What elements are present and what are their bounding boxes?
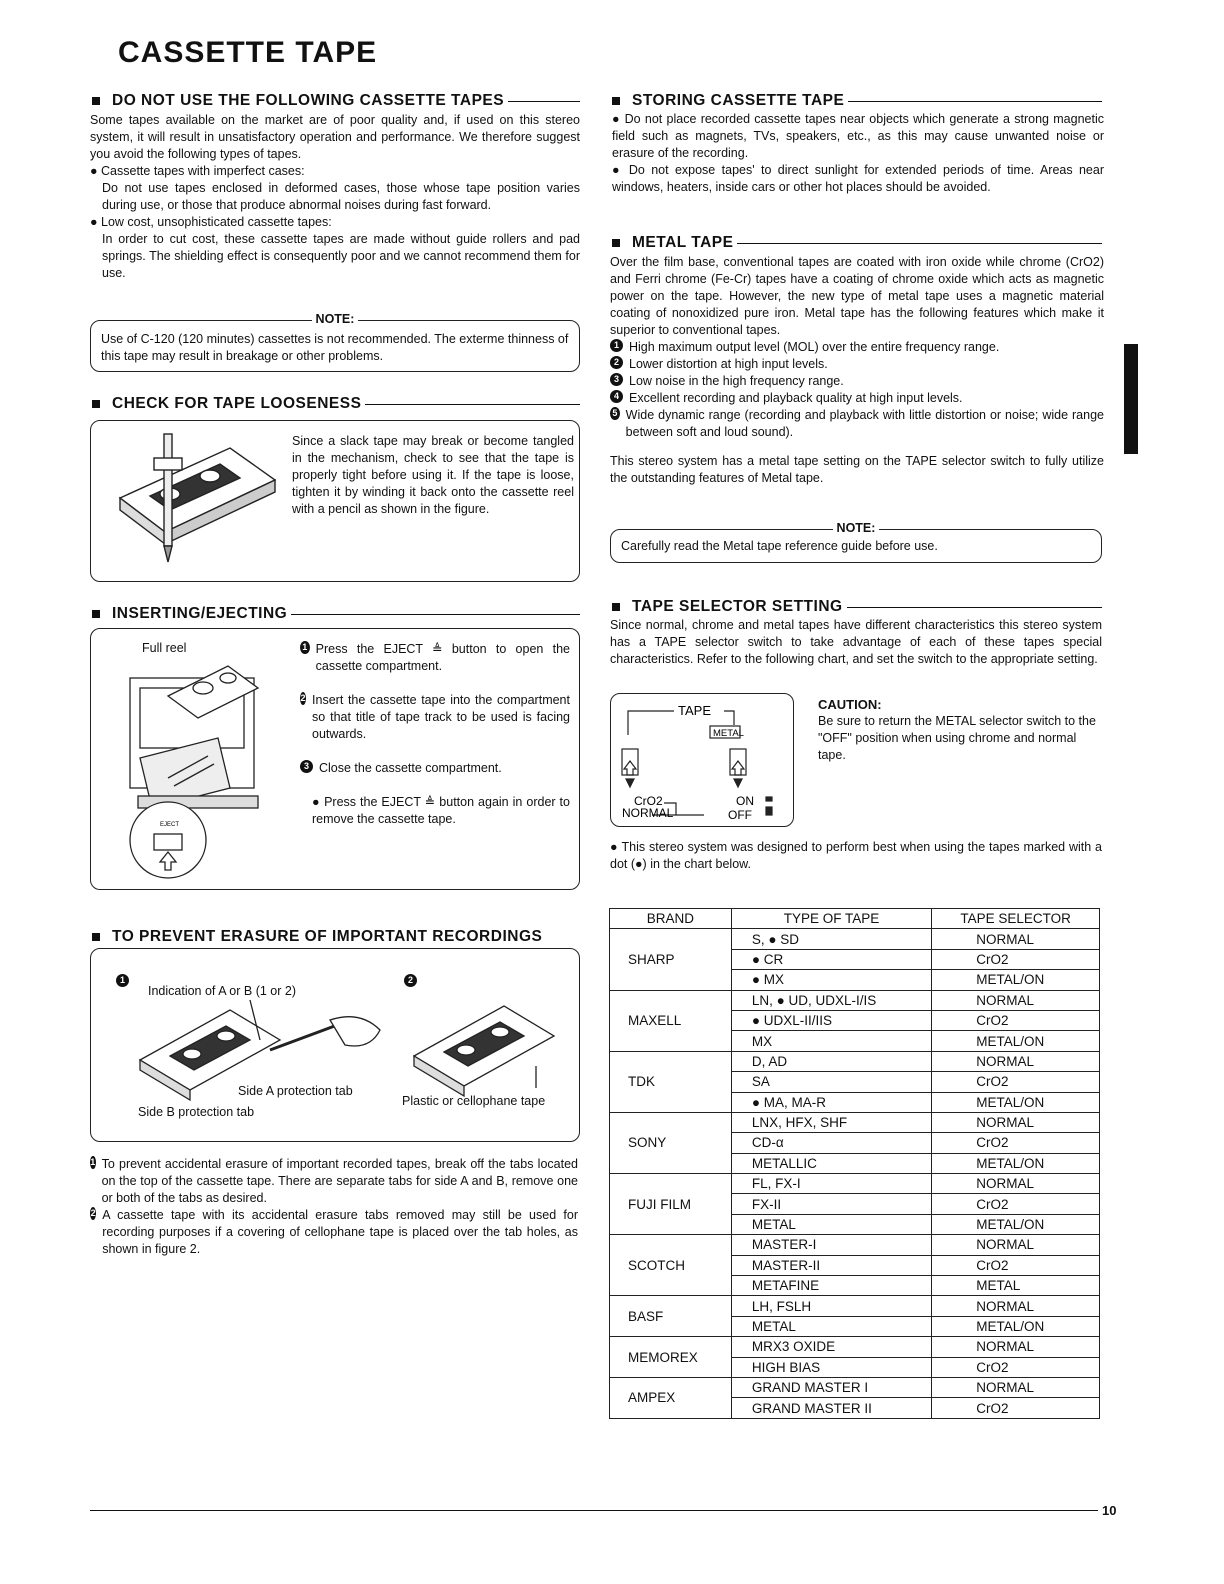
table-row (610, 1174, 1100, 1194)
table-row (610, 1112, 1100, 1132)
tape-type-cell: MASTER-II (731, 1255, 931, 1275)
metal-body (610, 254, 1104, 487)
tape-type-cell: METALLIC (731, 1153, 931, 1173)
feature-number-icon: 5 (610, 407, 620, 420)
brand-cell: SONY (610, 1112, 732, 1173)
selector-cell: NORMAL (932, 1051, 1100, 1071)
tape-type-cell: MASTER-I (731, 1235, 931, 1255)
table-row (610, 1235, 1100, 1255)
metal-heading: METAL TAPE (612, 234, 1102, 252)
feature-number-icon: 1 (610, 339, 623, 352)
bullet-square-icon (92, 610, 100, 618)
selector-cell: CrO2 (932, 1133, 1100, 1153)
step-4-text: ● Press the EJECT ≜ button again in order to remove the cassette tape. (312, 795, 570, 826)
selector-cell: METAL/ON (932, 970, 1100, 990)
selector-cell: NORMAL (932, 1337, 1100, 1357)
selector-cell: METAL/ON (932, 1214, 1100, 1234)
bullet-square-icon (612, 97, 620, 105)
erasure-paragraphs (90, 1156, 578, 1258)
selector-cell: METAL/ON (932, 1316, 1100, 1336)
step-3-text: Close the cassette compartment. (319, 761, 502, 775)
selector-cell: CrO2 (932, 949, 1100, 969)
storing-item-1: ● Do not place recorded cassette tapes near objects which generate a strong magnetic field such as magnets, TVs, speakers, etc., as this may cause unwanted noise or erasure of the recording. (612, 112, 1104, 160)
selector-cell: CrO2 (932, 1255, 1100, 1275)
table-row (610, 1337, 1100, 1357)
diagram-off-label: OFF (728, 808, 752, 822)
feature-number-icon: 4 (610, 390, 623, 403)
header-selector: TAPE SELECTOR (932, 909, 1100, 929)
feature-number-icon: 3 (610, 373, 623, 386)
selector-cell: NORMAL (932, 990, 1100, 1010)
side-a-label: Side A protection tab (238, 1084, 353, 1098)
selector-cell: CrO2 (932, 1398, 1100, 1418)
tape-type-cell: SA (731, 1072, 931, 1092)
bullet-square-icon (92, 933, 100, 941)
selector-cell: METAL/ON (932, 1153, 1100, 1173)
note-c120-text: Use of C-120 (120 minutes) cassettes is not recommended. The exterme thinness of this tape may result in breakage or other problems. (101, 332, 569, 363)
note-c120 (90, 312, 580, 372)
figure-1-number-icon: 1 (116, 974, 129, 987)
side-b-label: Side B protection tab (138, 1105, 255, 1119)
metal-features (610, 339, 1104, 441)
tape-selector-table (609, 908, 1100, 1419)
dot-note: ● This stereo system was designed to perform best when using the tapes marked with a dot (●) in the chart below. (610, 840, 1102, 871)
brand-cell: AMPEX (610, 1377, 732, 1418)
diagram-metal-label: METAL (713, 728, 744, 739)
storing-item-2: ● Do not expose tapes' to direct sunlight for extended periods of time. Areas near windows, heaters, inside cars or other hot places should be avoided. (612, 163, 1104, 194)
brand-cell: SHARP (610, 929, 732, 990)
brand-cell: MEMOREX (610, 1337, 732, 1378)
table-row (610, 929, 1100, 949)
tape-type-cell: ● UDXL-II/IIS (731, 1010, 931, 1030)
full-reel-label: Full reel (142, 641, 187, 655)
tape-type-cell: ● MA, MA-R (731, 1092, 931, 1112)
tape-type-cell: ● MX (731, 970, 931, 990)
diagram-tape-label: TAPE (678, 703, 711, 718)
page-title: CASSETTE TAPE (118, 36, 378, 69)
cassette-deck-figure (118, 658, 278, 878)
storing-heading: STORING CASSETTE TAPE (612, 92, 1102, 110)
table-header-row (610, 909, 1100, 929)
tape-type-cell: ● CR (731, 949, 931, 969)
metal-outro: This stereo system has a metal tape setting on the TAPE selector switch to fully utilize the outstanding features of Metal tape. (610, 454, 1104, 485)
step-number-icon: 3 (300, 760, 313, 773)
step-number-icon: 2 (300, 693, 306, 703)
tape-type-cell: HIGH BIAS (731, 1357, 931, 1377)
selector-cell: METAL/ON (932, 1092, 1100, 1112)
table-row (610, 990, 1100, 1010)
looseness-heading: CHECK FOR TAPE LOOSENESS (92, 395, 580, 413)
tape-type-cell: CD-α (731, 1133, 931, 1153)
indication-label: Indication of A or B (1 or 2) (148, 984, 296, 998)
eject-label: EJECT (160, 822, 180, 828)
metal-feature: 4 Excellent recording and playback quality at high input levels. (610, 390, 1104, 407)
erasure-heading: TO PREVENT ERASURE OF IMPORTANT RECORDINGS (92, 928, 580, 946)
selector-cell: CrO2 (932, 1194, 1100, 1214)
metal-feature: 2 Lower distortion at high input levels. (610, 356, 1104, 373)
selector-cell: NORMAL (932, 929, 1100, 949)
selector-heading: TAPE SELECTOR SETTING (612, 598, 1102, 616)
tape-type-cell: FX-II (731, 1194, 931, 1214)
tape-type-cell: MRX3 OXIDE (731, 1337, 931, 1357)
tape-type-cell: METAL (731, 1214, 931, 1234)
table-row (610, 1051, 1100, 1071)
bullet-square-icon (612, 239, 620, 247)
selector-cell: CrO2 (932, 1010, 1100, 1030)
tape-type-cell: METAL (731, 1316, 931, 1336)
feature-number-icon: 2 (610, 356, 623, 369)
metal-intro: Over the film base, conventional tapes are coated with iron oxide while chrome (CrO2) and Ferri chrome (Fe-Cr) tapes have a coating of chrome oxide which acts as magnetic power on the tape. However, the new type of metal tape uses a magnetic material coating of nonoxidized pure iron. Metal tape has the following features which make it superior to conventional tapes. (610, 255, 1104, 337)
pencil-cassette-figure (110, 428, 280, 568)
brand-cell: SCOTCH (610, 1235, 732, 1296)
selector-cell: NORMAL (932, 1235, 1100, 1255)
metal-feature: 5 Wide dynamic range (recording and playback with little distortion or noise; wide range between soft and loud sound). (610, 407, 1104, 441)
plastic-label: Plastic or cellophane tape (402, 1094, 546, 1108)
imperfect-cases-text: Do not use tapes enclosed in deformed cases, those whose tape position varies during use, or those that produce abnormal noises during fast forward. (102, 181, 580, 212)
para-number-icon: 2 (90, 1208, 96, 1218)
step-2-text: Insert the cassette tape into the compartment so that title of tape track to be used is facing outwards. (312, 693, 570, 741)
low-cost-text: In order to cut cost, these cassette tapes are made without guide rollers and pad springs. The shielding effect is consequently poor and we cannot recommend them for use. (102, 232, 580, 280)
header-brand: BRAND (610, 909, 732, 929)
header-type: TYPE OF TAPE (731, 909, 931, 929)
metal-feature: 3 Low noise in the high frequency range. (610, 373, 1104, 390)
imperfect-cases-title: ● Cassette tapes with imperfect cases: (90, 164, 305, 178)
erasure-para-2: A cassette tape with its accidental erasure tabs removed may still be used for recording purposes if a covering of cellophane tape is placed over the tab holes, as shown in figure 2. (102, 1208, 578, 1256)
low-cost-title: ● Low cost, unsophisticated cassette tapes: (90, 215, 332, 229)
step-1-text: Press the EJECT ≜ button to open the cassette compartment. (315, 642, 570, 673)
table-row (610, 1296, 1100, 1316)
figure-2-number-icon: 2 (404, 974, 417, 987)
selector-cell: NORMAL (932, 1174, 1100, 1194)
brand-cell: BASF (610, 1296, 732, 1337)
page-number: 10 (1102, 1503, 1117, 1518)
brand-cell: TDK (610, 1051, 732, 1112)
insert-steps (300, 641, 570, 828)
tape-type-cell: FL, FX-I (731, 1174, 931, 1194)
do-not-use-body (90, 112, 580, 282)
do-not-use-heading: DO NOT USE THE FOLLOWING CASSETTE TAPES (92, 92, 580, 110)
tape-type-cell: LNX, HFX, SHF (731, 1112, 931, 1132)
note-metal-text: Carefully read the Metal tape reference guide before use. (621, 539, 938, 553)
bullet-square-icon (92, 97, 100, 105)
caution-text: Be sure to return the METAL selector switch to the "OFF" position when using chrome and normal tape. (818, 714, 1096, 762)
tape-type-cell: LN, ● UD, UDXL-I/IS (731, 990, 931, 1010)
tape-type-cell: LH, FSLH (731, 1296, 931, 1316)
storing-body (612, 111, 1104, 196)
footer-rule (90, 1510, 1098, 1511)
selector-cell: METAL (932, 1276, 1100, 1296)
tape-type-cell: METAFINE (731, 1276, 931, 1296)
selector-cell: METAL/ON (932, 1031, 1100, 1051)
tape-type-cell: MX (731, 1031, 931, 1051)
selector-switch-figure (612, 695, 792, 825)
selector-cell: NORMAL (932, 1112, 1100, 1132)
para-number-icon: 1 (90, 1157, 96, 1167)
erasure-para-1: To prevent accidental erasure of important recorded tapes, break off the tabs located on the top of the cassette tape. There are separate tabs for side A and B, remove one or both of the tabs as desired. (101, 1157, 578, 1205)
note-metal-guide (610, 521, 1102, 563)
selector-cell: CrO2 (932, 1072, 1100, 1092)
inserting-heading: INSERTING/EJECTING (92, 605, 580, 623)
tape-type-cell: GRAND MASTER II (731, 1398, 931, 1418)
tape-type-cell: S, ● SD (731, 929, 931, 949)
tape-type-cell: GRAND MASTER I (731, 1377, 931, 1397)
bullet-square-icon (612, 603, 620, 611)
caution-title: CAUTION: (818, 697, 882, 712)
brand-cell: FUJI FILM (610, 1174, 732, 1235)
selector-cell: CrO2 (932, 1357, 1100, 1377)
do-not-use-intro: Some tapes available on the market are of poor quality and, if used on this stereo system, it will result in unsatisfactory operation and performance. We therefore suggest you avoid the following types of tapes. (90, 113, 580, 161)
selector-cell: NORMAL (932, 1377, 1100, 1397)
brand-cell: MAXELL (610, 990, 732, 1051)
cellophane-cassette-figure (410, 1000, 560, 1090)
section-tab-marker (1124, 344, 1138, 454)
note-label: NOTE: (312, 312, 359, 326)
bullet-square-icon (92, 400, 100, 408)
diagram-on-label: ON (736, 794, 754, 808)
step-number-icon: 1 (300, 641, 310, 654)
metal-feature: 1 High maximum output level (MOL) over the entire frequency range. (610, 339, 1104, 356)
diagram-normal-label: NORMAL (622, 806, 674, 820)
table-row (610, 1377, 1100, 1397)
diagram-cro2-label: CrO2 (634, 794, 663, 808)
selector-cell: NORMAL (932, 1296, 1100, 1316)
tape-type-cell: D, AD (731, 1051, 931, 1071)
note-label: NOTE: (833, 521, 880, 535)
looseness-text: Since a slack tape may break or become tangled in the mechanism, check to see that the tape is properly tight before using it. If the tape is loose, tighten it by winding it back onto the cassette reel with a pencil as shown in the figure. (292, 434, 574, 516)
selector-intro: Since normal, chrome and metal tapes have different characteristics this stereo system has a TAPE selector switch to take advantage of each of these tapes special characteristics. Refer to the following chart, and set the switch to the appropriate setting. (610, 618, 1102, 666)
